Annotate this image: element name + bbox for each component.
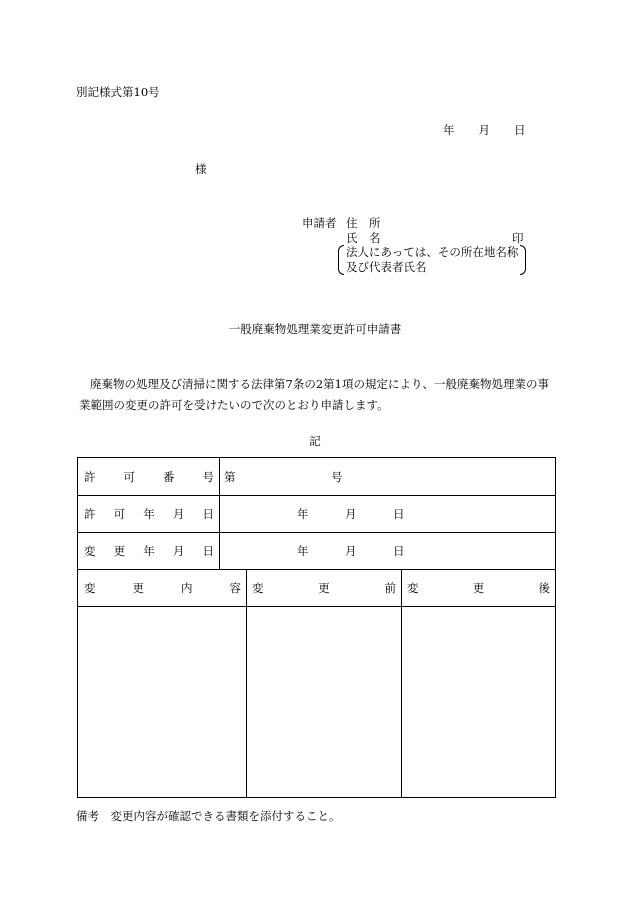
applicant-label: 申請者 [302, 216, 337, 230]
permit-date-year: 年 [297, 507, 309, 521]
date-day: 日 [514, 123, 526, 137]
remarks: 備考 変更内容が確認できる書類を添付すること。 [76, 809, 341, 823]
form-number: 別記様式第10号 [76, 85, 160, 99]
column-divider [219, 458, 220, 569]
body-text: 廃棄物の処理及び清掃に関する法律第7条の2第1項の規定により、一般廃棄物処理業の事業範囲の変更の許可を受けたいので次のとおり申請します。 [79, 377, 549, 412]
change-date-month: 月 [345, 544, 357, 558]
document-title: 一般廃棄物処理業変更許可申請書 [228, 322, 402, 336]
date-month: 月 [478, 123, 490, 137]
change-date-label: 変 更 年 月 日 [84, 544, 214, 558]
permit-number-prefix: 第 [224, 470, 236, 484]
row-divider [78, 569, 555, 570]
right-bracket [520, 245, 526, 275]
row-divider [78, 495, 555, 496]
application-table [77, 457, 556, 798]
change-content-cell[interactable] [78, 607, 246, 797]
date-year: 年 [443, 123, 455, 137]
permit-date-label: 許 可 年 月 日 [84, 507, 214, 521]
address-label: 住 所 [346, 216, 381, 230]
permit-date-month: 月 [345, 507, 357, 521]
change-date-year: 年 [297, 544, 309, 558]
permit-number-label: 許 可 番 号 [84, 470, 214, 484]
left-bracket [338, 245, 344, 275]
ki-heading: 記 [309, 434, 321, 448]
seal-mark: 印 [512, 231, 524, 245]
after-change-header: 変 更 後 [407, 581, 550, 595]
permit-number-suffix: 号 [331, 470, 343, 484]
addressee-suffix: 様 [195, 162, 207, 176]
corp-note-line1: 法人にあっては、その所在地名称 [346, 245, 519, 259]
corporation-note [338, 245, 526, 275]
after-change-cell[interactable] [402, 607, 555, 797]
permit-date-day: 日 [393, 507, 405, 521]
name-label: 氏 名 [346, 231, 381, 245]
row-divider [78, 532, 555, 533]
before-change-cell[interactable] [247, 607, 401, 797]
change-content-header: 変 更 内 容 [84, 581, 241, 595]
change-date-day: 日 [393, 544, 405, 558]
date-line [443, 122, 526, 138]
corp-note-line2: 及び代表者氏名 [346, 260, 427, 274]
before-change-header: 変 更 前 [252, 581, 396, 595]
